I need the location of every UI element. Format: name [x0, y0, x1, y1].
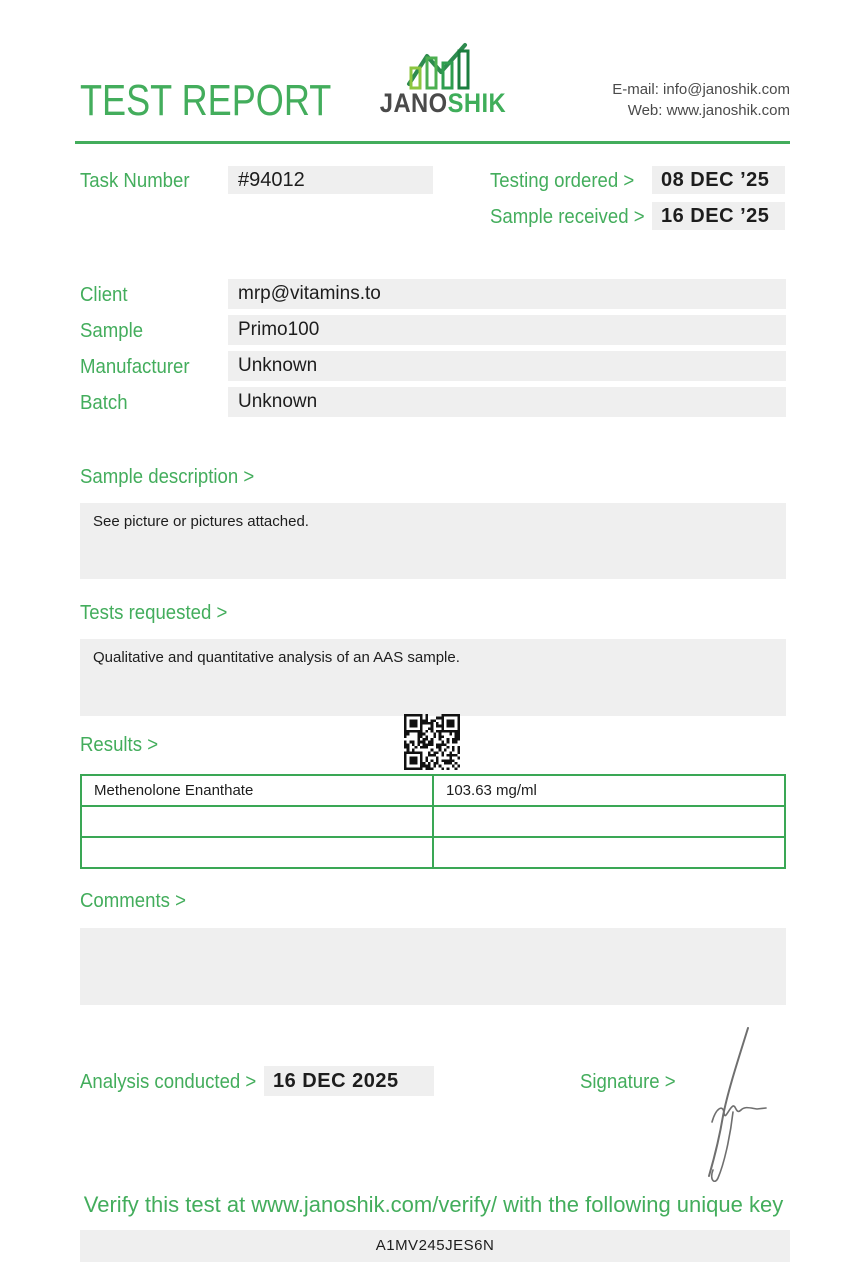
signature-scrawl	[688, 1022, 772, 1182]
header-divider	[75, 141, 790, 144]
task-number-value: #94012	[228, 166, 433, 194]
contact-web: Web: www.janoshik.com	[627, 102, 790, 119]
contact-block	[612, 79, 790, 121]
comments-box	[80, 928, 786, 1005]
signature-label: Signature >	[580, 1071, 676, 1093]
task-number-label: Task Number	[80, 170, 190, 192]
verify-key: A1MV245JES6N	[80, 1230, 790, 1262]
tests-requested-heading: Tests requested >	[80, 602, 228, 624]
result-concentration: 103.63 mg/ml	[433, 775, 785, 806]
logo-jano: JANO	[379, 88, 448, 118]
logo-shik: SHIK	[447, 88, 507, 118]
page-title: TEST REPORT	[80, 76, 332, 125]
sample-received-date: 16 DEC ’25	[652, 202, 785, 230]
analysis-conducted-date: 16 DEC 2025	[264, 1066, 434, 1096]
manufacturer-value: Unknown	[228, 351, 786, 381]
batch-label: Batch	[80, 392, 128, 414]
results-heading: Results >	[80, 734, 159, 756]
testing-ordered-label: Testing ordered >	[490, 170, 635, 192]
results-row	[81, 837, 785, 868]
result-substance	[81, 837, 433, 868]
manufacturer-label: Manufacturer	[80, 356, 190, 378]
sample-description-heading: Sample description >	[80, 466, 255, 488]
testing-ordered-date: 08 DEC ’25	[652, 166, 785, 194]
logo-wordmark	[379, 88, 507, 119]
results-table	[80, 774, 786, 869]
result-concentration	[433, 837, 785, 868]
sample-received-label: Sample received >	[490, 206, 645, 228]
sample-value: Primo100	[228, 315, 786, 345]
result-substance	[81, 806, 433, 837]
analysis-conducted-label: Analysis conducted >	[80, 1071, 257, 1093]
sample-description-box: See picture or pictures attached.	[80, 503, 786, 579]
comments-heading: Comments >	[80, 890, 186, 912]
result-substance: Methenolone Enanthate	[81, 775, 433, 806]
client-label: Client	[80, 284, 128, 306]
verify-text: Verify this test at www.janoshik.com/verify/ with the following unique key	[83, 1192, 784, 1217]
sample-label: Sample	[80, 320, 144, 342]
result-concentration	[433, 806, 785, 837]
results-row	[81, 806, 785, 837]
tests-requested-box: Qualitative and quantitative analysis of an AAS sample.	[80, 639, 786, 716]
client-value: mrp@vitamins.to	[228, 279, 786, 309]
contact-email: E-mail: info@janoshik.com	[612, 81, 790, 98]
logo-chart-icon	[403, 42, 475, 90]
qr-code	[404, 714, 460, 770]
batch-value: Unknown	[228, 387, 786, 417]
results-row	[81, 775, 785, 806]
